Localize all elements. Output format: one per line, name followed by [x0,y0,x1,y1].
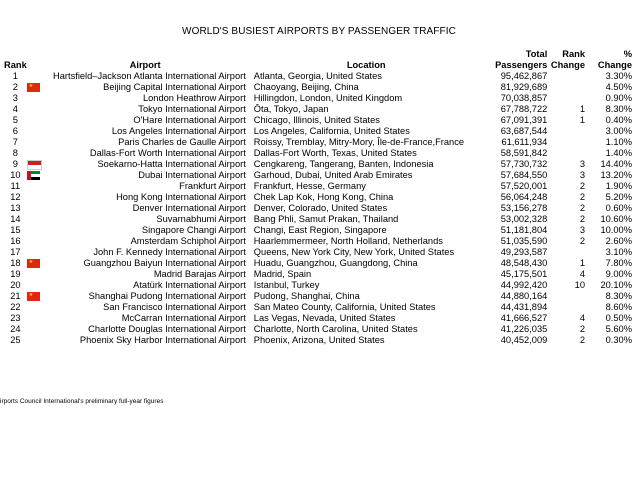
passengers-cell: 67,091,391 [500,115,548,125]
rank-change-cell: 10 [574,280,585,290]
rank-change-cell: 2 [579,192,585,202]
pct-change-cell: 3.30% [605,71,632,81]
rank-cell: 5 [12,115,18,125]
passengers-cell: 44,880,164 [500,291,548,301]
passengers-cell: 51,181,804 [500,225,548,235]
flag-cell [27,280,45,291]
flag-cell [27,335,45,346]
passengers-cell: 81,929,689 [500,82,548,92]
flag-cell [27,71,45,82]
pct-change-cell: 1.40% [605,148,632,158]
table-row [4,126,632,137]
rank-change-cell: 4 [579,269,585,279]
rank-cell: 10 [10,170,21,180]
rank-cell: 2 [12,82,18,92]
passengers-cell: 57,684,550 [500,170,548,180]
china-flag-icon [27,259,40,268]
rank-change-cell: 3 [579,225,585,235]
airport-cell: Frankfurt Airport [179,181,246,191]
rank-cell: 15 [10,225,21,235]
table-row [4,291,632,302]
airport-cell: John F. Kennedy International Airport [93,247,246,257]
passengers-cell: 70,038,857 [500,93,548,103]
passengers-cell: 41,226,035 [500,324,548,334]
pct-change-cell: 7.80% [605,258,632,268]
rank-change-cell: 2 [579,214,585,224]
pct-change-cell: 14.40% [600,159,632,169]
table-row [4,258,632,269]
rank-change-cell [547,148,585,159]
flag-cell [27,159,45,170]
header-flag [27,49,45,71]
passengers-cell: 44,431,894 [500,302,548,312]
header-airport: Airport [129,60,161,70]
rank-cell: 24 [10,324,21,334]
passengers-cell: 57,730,732 [500,159,548,169]
rank-cell: 8 [12,148,18,158]
table-row [4,192,632,203]
rank-change-cell: 1 [579,104,585,114]
rank-cell: 17 [10,247,21,257]
passengers-cell: 48,548,430 [500,258,548,268]
flag-cell [27,302,45,313]
location-cell: Garhoud, Dubai, United Arab Emirates [253,170,413,180]
header-pct-line1: % [623,49,632,59]
rank-change-cell [547,71,585,82]
pct-change-cell: 0.60% [605,203,632,213]
passengers-cell: 63,687,544 [500,126,548,136]
table-row [4,236,632,247]
flag-cell [27,313,45,324]
header-passengers-line1: Total [525,49,548,59]
rank-cell: 14 [10,214,21,224]
flag-cell [27,225,45,236]
location-cell: Frankfurt, Hesse, Germany [253,181,366,191]
location-cell: Huadu, Guangzhou, Guangdong, China [253,258,418,268]
flag-cell [27,148,45,159]
table-row [4,280,632,291]
header-passengers-line2: Passengers [495,60,548,70]
airport-cell: Beijing Capital International Airport [103,82,246,92]
flag-cell [27,258,45,269]
location-cell: Chaoyang, Beijing, China [253,82,359,92]
passengers-cell: 95,462,867 [500,71,548,81]
rank-cell: 18 [10,258,21,268]
pct-change-cell: 9.00% [605,269,632,279]
rank-change-cell: 2 [579,203,585,213]
airport-cell: Charlotte Douglas International Airport [88,324,246,334]
table-row [4,93,632,104]
rank-change-cell [547,302,585,313]
rank-cell: 21 [10,291,21,301]
table-row [4,302,632,313]
location-cell: Changi, East Region, Singapore [253,225,387,235]
location-cell: Pudong, Shanghai, China [253,291,360,301]
flag-cell [27,236,45,247]
rank-change-cell [547,247,585,258]
header-passengers [479,49,548,71]
flag-cell [27,324,45,335]
flag-cell [27,82,45,93]
rank-change-cell: 1 [579,258,585,268]
table-row [4,181,632,192]
pct-change-cell: 10.60% [600,214,632,224]
pct-change-cell: 5.20% [605,192,632,202]
location-cell: Hillingdon, London, United Kingdom [253,93,403,103]
table-row [4,214,632,225]
location-cell: San Mateo County, California, United States [253,302,436,312]
rank-cell: 3 [12,93,18,103]
china-flag-icon [27,83,40,92]
airport-cell: Los Angeles International Airport [111,126,246,136]
flag-cell [27,104,45,115]
flag-cell [27,137,45,148]
rank-cell: 20 [10,280,21,290]
rank-cell: 12 [10,192,21,202]
table-header-row [4,49,632,71]
pct-change-cell: 0.40% [605,115,632,125]
rank-cell: 16 [10,236,21,246]
airport-cell: Singapore Changi Airport [141,225,246,235]
airport-cell: Hartsfield–Jackson Atlanta International Airport [53,71,246,81]
table-row [4,137,632,148]
rank-change-cell: 3 [579,170,585,180]
passengers-cell: 57,520,001 [500,181,548,191]
airport-cell: Shanghai Pudong International Airport [88,291,246,301]
header-pct-line2: Change [597,60,632,70]
rank-cell: 22 [10,302,21,312]
pct-change-cell: 1.90% [605,181,632,191]
rank-change-cell [547,137,585,148]
flag-cell [27,214,45,225]
airport-cell: Guangzhou Baiyun International Airport [83,258,246,268]
location-cell: Haarlemmermeer, North Holland, Netherlands [253,236,443,246]
airport-cell: Suvarnabhumi Airport [156,214,246,224]
location-cell: Queens, New York City, New York, United States [253,247,455,257]
flag-cell [27,247,45,258]
rank-change-cell [547,291,585,302]
uae-flag-icon [27,171,40,180]
pct-change-cell: 13.20% [600,170,632,180]
flag-cell [27,126,45,137]
location-cell: Denver, Colorado, United States [253,203,388,213]
passengers-cell: 41,666,527 [500,313,548,323]
airport-cell: Amsterdam Schiphol Airport [130,236,246,246]
airport-cell: McCarran International Airport [121,313,246,323]
pct-change-cell: 0.90% [605,93,632,103]
passengers-cell: 53,156,278 [500,203,548,213]
table-row [4,148,632,159]
rank-change-cell: 2 [579,324,585,334]
indonesia-flag-icon [27,160,42,170]
flag-cell [27,93,45,104]
passengers-cell: 58,591,842 [500,148,548,158]
location-cell: Roissy, Tremblay, Mitry-Mory, Île-de-France,France [253,137,465,147]
airport-cell: O'Hare International Airport [133,115,246,125]
flag-cell [27,115,45,126]
location-cell: Phoenix, Arizona, United States [253,335,385,345]
rank-cell: 4 [12,104,18,114]
flag-cell [27,203,45,214]
passengers-cell: 45,175,501 [500,269,548,279]
passengers-cell: 40,452,009 [500,335,548,345]
rank-change-cell: 2 [579,335,585,345]
flag-cell [27,269,45,280]
table-row [4,269,632,280]
rank-cell: 19 [10,269,21,279]
page-title: WORLD'S BUSIEST AIRPORTS BY PASSENGER TRAFFIC [182,26,456,37]
location-cell: Ōta, Tokyo, Japan [253,104,329,114]
airport-cell: Hong Kong International Airport [116,192,246,202]
rank-change-cell [547,82,585,93]
location-cell: Charlotte, North Carolina, United States [253,324,418,334]
airport-cell: Madrid Barajas Airport [153,269,246,279]
rank-change-cell: 4 [579,313,585,323]
airport-cell: Dubai International Airport [138,170,246,180]
passengers-cell: 53,002,328 [500,214,548,224]
table-row [4,324,632,335]
airport-cell: Phoenix Sky Harbor International Airport [79,335,246,345]
airport-cell: Dallas-Fort Worth International Airport [89,148,246,158]
location-cell: Chicago, Illinois, United States [253,115,380,125]
pct-change-cell: 3.10% [605,247,632,257]
rank-cell: 25 [10,335,21,345]
table-row [4,203,632,214]
airport-cell: Soekarno-Hatta International Airport [97,159,246,169]
location-cell: Las Vegas, Nevada, United States [253,313,396,323]
table-row [4,247,632,258]
passengers-cell: 49,293,587 [500,247,548,257]
rank-change-cell: 2 [579,236,585,246]
table-row [4,115,632,126]
header-location: Location [346,60,386,70]
airport-cell: London Heathrow Airport [142,93,246,103]
rank-cell: 11 [10,181,21,191]
airports-table [4,49,632,346]
airport-cell: Denver International Airport [132,203,246,213]
rank-change-cell: 1 [579,115,585,125]
passengers-cell: 56,064,248 [500,192,548,202]
rank-cell: 23 [10,313,21,323]
source-note: irports Council International's preliminary full-year figures [0,398,164,405]
table-row [4,313,632,324]
location-cell: Bang Phli, Samut Prakan, Thailand [253,214,399,224]
rank-change-cell: 3 [579,159,585,169]
rank-cell: 7 [12,137,18,147]
location-cell: Dallas-Fort Worth, Texas, United States [253,148,417,158]
passengers-cell: 51,035,590 [500,236,548,246]
airport-cell: Tokyo International Airport [138,104,246,114]
pct-change-cell: 4.50% [605,82,632,92]
pct-change-cell: 0.30% [605,335,632,345]
location-cell: Istanbul, Turkey [253,280,320,290]
pct-change-cell: 1.10% [605,137,632,147]
header-pct-change [585,49,632,71]
location-cell: Atlanta, Georgia, United States [253,71,382,81]
pct-change-cell: 8.60% [605,302,632,312]
pct-change-cell: 2.60% [605,236,632,246]
pct-change-cell: 5.60% [605,324,632,334]
rank-cell: 1 [12,71,18,81]
table-row [4,225,632,236]
location-cell: Madrid, Spain [253,269,312,279]
table-row [4,71,632,82]
rank-change-cell: 2 [579,181,585,191]
table-row [4,159,632,170]
table-row [4,104,632,115]
airport-cell: San Francisco International Airport [103,302,246,312]
header-change-line1: Rank [562,49,585,59]
pct-change-cell: 20.10% [600,280,632,290]
header-change-line2: Change [550,60,585,70]
china-flag-icon [27,292,40,301]
rank-cell: 6 [12,126,18,136]
flag-cell [27,181,45,192]
flag-cell [27,170,45,181]
airport-cell: Paris Charles de Gaulle Airport [118,137,246,147]
passengers-cell: 67,788,722 [500,104,548,114]
passengers-cell: 61,611,934 [501,137,548,147]
pct-change-cell: 0.50% [605,313,632,323]
location-cell: Cengkareng, Tangerang, Banten, Indonesia [253,159,434,169]
rank-change-cell [547,126,585,137]
rank-cell: 13 [10,203,21,213]
rank-change-cell [547,93,585,104]
header-rank: Rank [4,60,27,70]
passengers-cell: 44,992,420 [500,280,548,290]
location-cell: Los Angeles, California, United States [253,126,410,136]
table-row [4,82,632,93]
flag-cell [27,291,45,302]
pct-change-cell: 8.30% [605,104,632,114]
airport-cell: Atatürk International Airport [133,280,246,290]
flag-cell [27,192,45,203]
rank-cell: 9 [12,159,18,169]
header-rank-change [547,49,585,71]
pct-change-cell: 3.00% [605,126,632,136]
pct-change-cell: 10.00% [600,225,632,235]
table-row [4,335,632,346]
location-cell: Chek Lap Kok, Hong Kong, China [253,192,394,202]
table-row [4,170,632,181]
pct-change-cell: 8.30% [605,291,632,301]
